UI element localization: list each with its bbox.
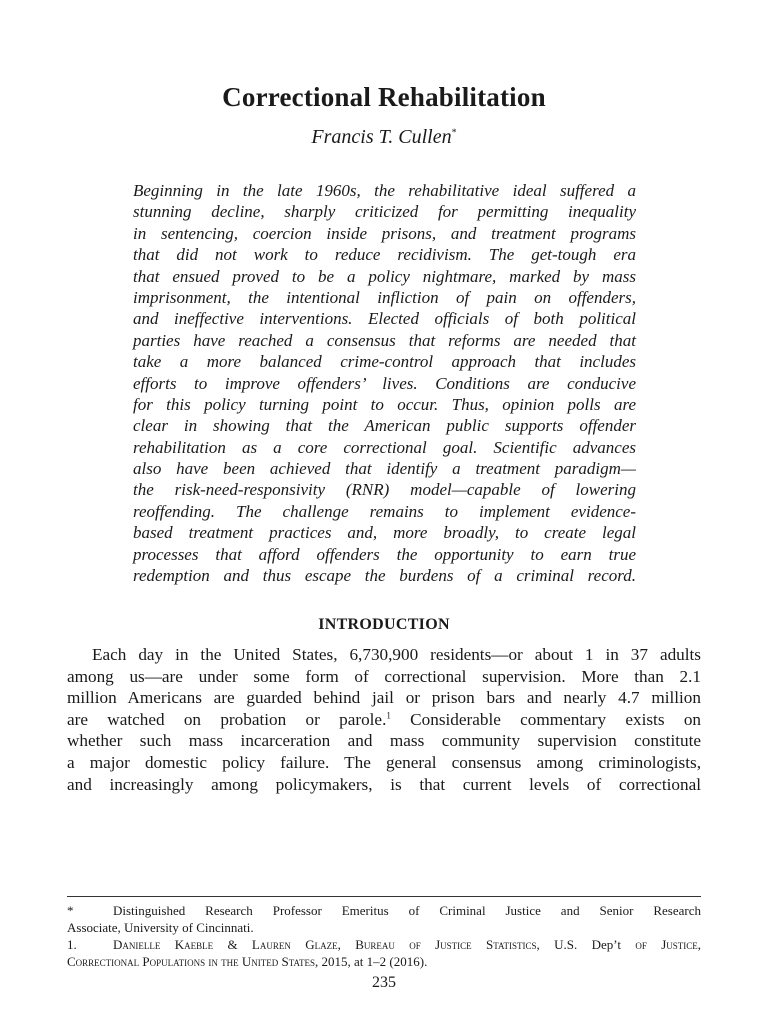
abstract-line: redemption and thus escape the burdens of a criminal record. <box>133 566 636 586</box>
abstract-line: Beginning in the late 1960s, the rehabilitative ideal suffered a <box>133 181 636 200</box>
abstract-line: reoffending. The challenge remains to implement evidence- <box>133 501 636 521</box>
body-text: are watched on probation or parole. <box>67 709 387 729</box>
body-line: a major domestic policy failure. The general consensus among criminologists, <box>67 752 701 772</box>
article-title: Correctional Rehabilitation <box>222 82 546 112</box>
abstract-line: take a more balanced crime-control approach that includes <box>133 352 636 372</box>
abstract-line: processes that afford offenders the opportunity to earn true <box>133 544 636 564</box>
abstract <box>133 180 636 586</box>
abstract-line: imprisonment, the intentional infliction of pain on offenders, <box>133 287 636 307</box>
body-text: Considerable commentary exists on <box>390 709 702 729</box>
abstract-line: in sentencing, coercion inside prisons, and treatment programs <box>133 223 636 243</box>
body-line: among us—are under some form of correctional supervision. More than 2.1 <box>67 666 701 686</box>
footnote-2-line <box>67 936 701 953</box>
author-line <box>0 126 768 149</box>
body-line: million Americans are guarded behind jail or prison bars and nearly 4.7 million <box>67 688 701 708</box>
body-paragraph <box>67 644 701 795</box>
footnote-reference: 1 <box>386 710 391 721</box>
citation-authors: Danielle Kaeble & Lauren Glaze, Bureau of Justice Statistics, <box>113 937 540 952</box>
abstract-line: parties have reached a consensus that reforms are needed that <box>133 330 636 350</box>
abstract-line: stunning decline, sharply criticized for permitting inequality <box>133 202 636 222</box>
section-heading: INTRODUCTION <box>318 616 450 633</box>
citation-text: of Justice, <box>620 937 702 952</box>
footnote-divider <box>67 896 701 897</box>
body-line: Each day in the United States, 6,730,900 residents—or about 1 in 37 adults <box>92 645 701 664</box>
abstract-line: and ineffective interventions. Elected officials of both political <box>133 309 636 329</box>
footnote-1-line <box>67 902 701 919</box>
footnote-2-line <box>67 953 701 970</box>
citation-text: , 2015, at 1–2 (2016). <box>315 954 428 969</box>
abstract-line: that ensued proved to be a policy nightmare, marked by mass <box>133 266 636 286</box>
footnote-2-mark: 1. <box>67 937 77 952</box>
body-line: whether such mass incarceration and mass community supervision constitute <box>67 731 701 751</box>
footnote-1-line: Associate, University of Cincinnati. <box>67 920 254 935</box>
abstract-line: that did not work to reduce recidivism. The get-tough era <box>133 245 636 265</box>
citation-title: Correctional Populations in the United States <box>67 954 316 969</box>
footnotes <box>67 902 701 970</box>
abstract-line: clear in showing that the American public supports offender <box>133 416 636 436</box>
citation-text: U.S. Dep’t <box>539 937 621 952</box>
abstract-line: also have been achieved that identify a treatment paradigm— <box>133 459 636 479</box>
abstract-line: based treatment practices and, more broadly, to create legal <box>133 523 636 543</box>
footnote-1-mark: * <box>67 903 74 918</box>
abstract-line: the risk-need-responsivity (RNR) model—capable of lowering <box>133 480 636 500</box>
abstract-line: rehabilitation as a core correctional goal. Scientific advances <box>133 437 636 457</box>
author-footnote-mark: * <box>451 127 457 139</box>
page-number: 235 <box>372 974 396 991</box>
footnote-1-text: Distinguished Research Professor Emeritus of Criminal Justice and Senior Research <box>113 903 701 918</box>
abstract-line: efforts to improve offenders’ lives. Conditions are conducive <box>133 373 636 393</box>
abstract-line: for this policy turning point to occur. Thus, opinion polls are <box>133 394 636 414</box>
body-line <box>67 709 701 731</box>
author-name: Francis T. Cullen <box>311 126 452 148</box>
body-line: and increasingly among policymakers, is that current levels of correctional <box>67 774 701 794</box>
